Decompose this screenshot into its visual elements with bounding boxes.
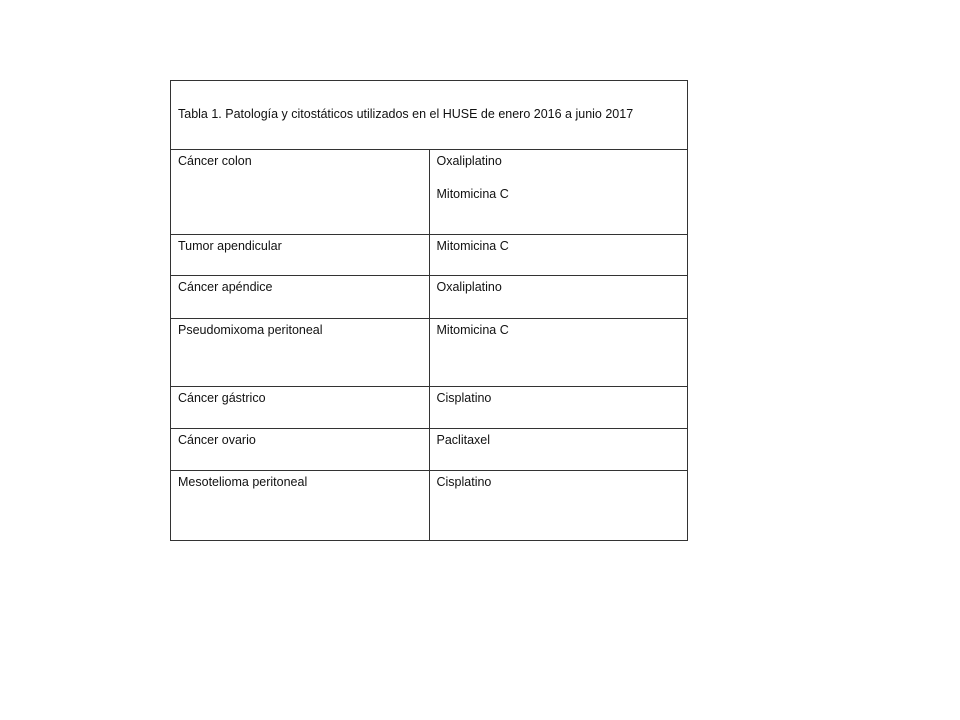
pathology-cell: Cáncer apéndice	[171, 276, 430, 319]
pathology-cell: Mesotelioma peritoneal	[171, 471, 430, 541]
drug-cell	[429, 319, 688, 387]
pathology-cell: Cáncer gástrico	[171, 387, 430, 429]
drug-cell	[429, 471, 688, 541]
drug-cell	[429, 235, 688, 276]
table-row	[171, 235, 688, 276]
table-row	[171, 319, 688, 387]
table-row	[171, 150, 688, 235]
table-row	[171, 471, 688, 541]
pathology-drug-table	[170, 80, 688, 541]
pathology-cell: Tumor apendicular	[171, 235, 430, 276]
document-table-container	[170, 80, 688, 541]
drug-name: Cisplatino	[436, 391, 492, 405]
table-title-row	[171, 81, 688, 150]
table-row	[171, 276, 688, 319]
drug-name: Paclitaxel	[436, 433, 490, 447]
pathology-cell: Cáncer ovario	[171, 429, 430, 471]
drug-cell	[429, 150, 688, 235]
drug-name: Mitomicina C	[436, 323, 509, 337]
table-row	[171, 429, 688, 471]
table-caption: Tabla 1. Patología y citostáticos utilizados en el HUSE de enero 2016 a junio 2017	[171, 81, 688, 150]
drug-name: Mitomicina C	[436, 239, 509, 253]
drug-name: Mitomicina C	[436, 187, 509, 201]
drug-cell	[429, 387, 688, 429]
table-row	[171, 387, 688, 429]
drug-cell	[429, 276, 688, 319]
drug-name: Oxaliplatino	[436, 154, 502, 168]
pathology-cell: Cáncer colon	[171, 150, 430, 235]
drug-name: Oxaliplatino	[436, 280, 502, 294]
drug-name: Cisplatino	[436, 475, 492, 489]
drug-cell	[429, 429, 688, 471]
pathology-cell: Pseudomixoma peritoneal	[171, 319, 430, 387]
